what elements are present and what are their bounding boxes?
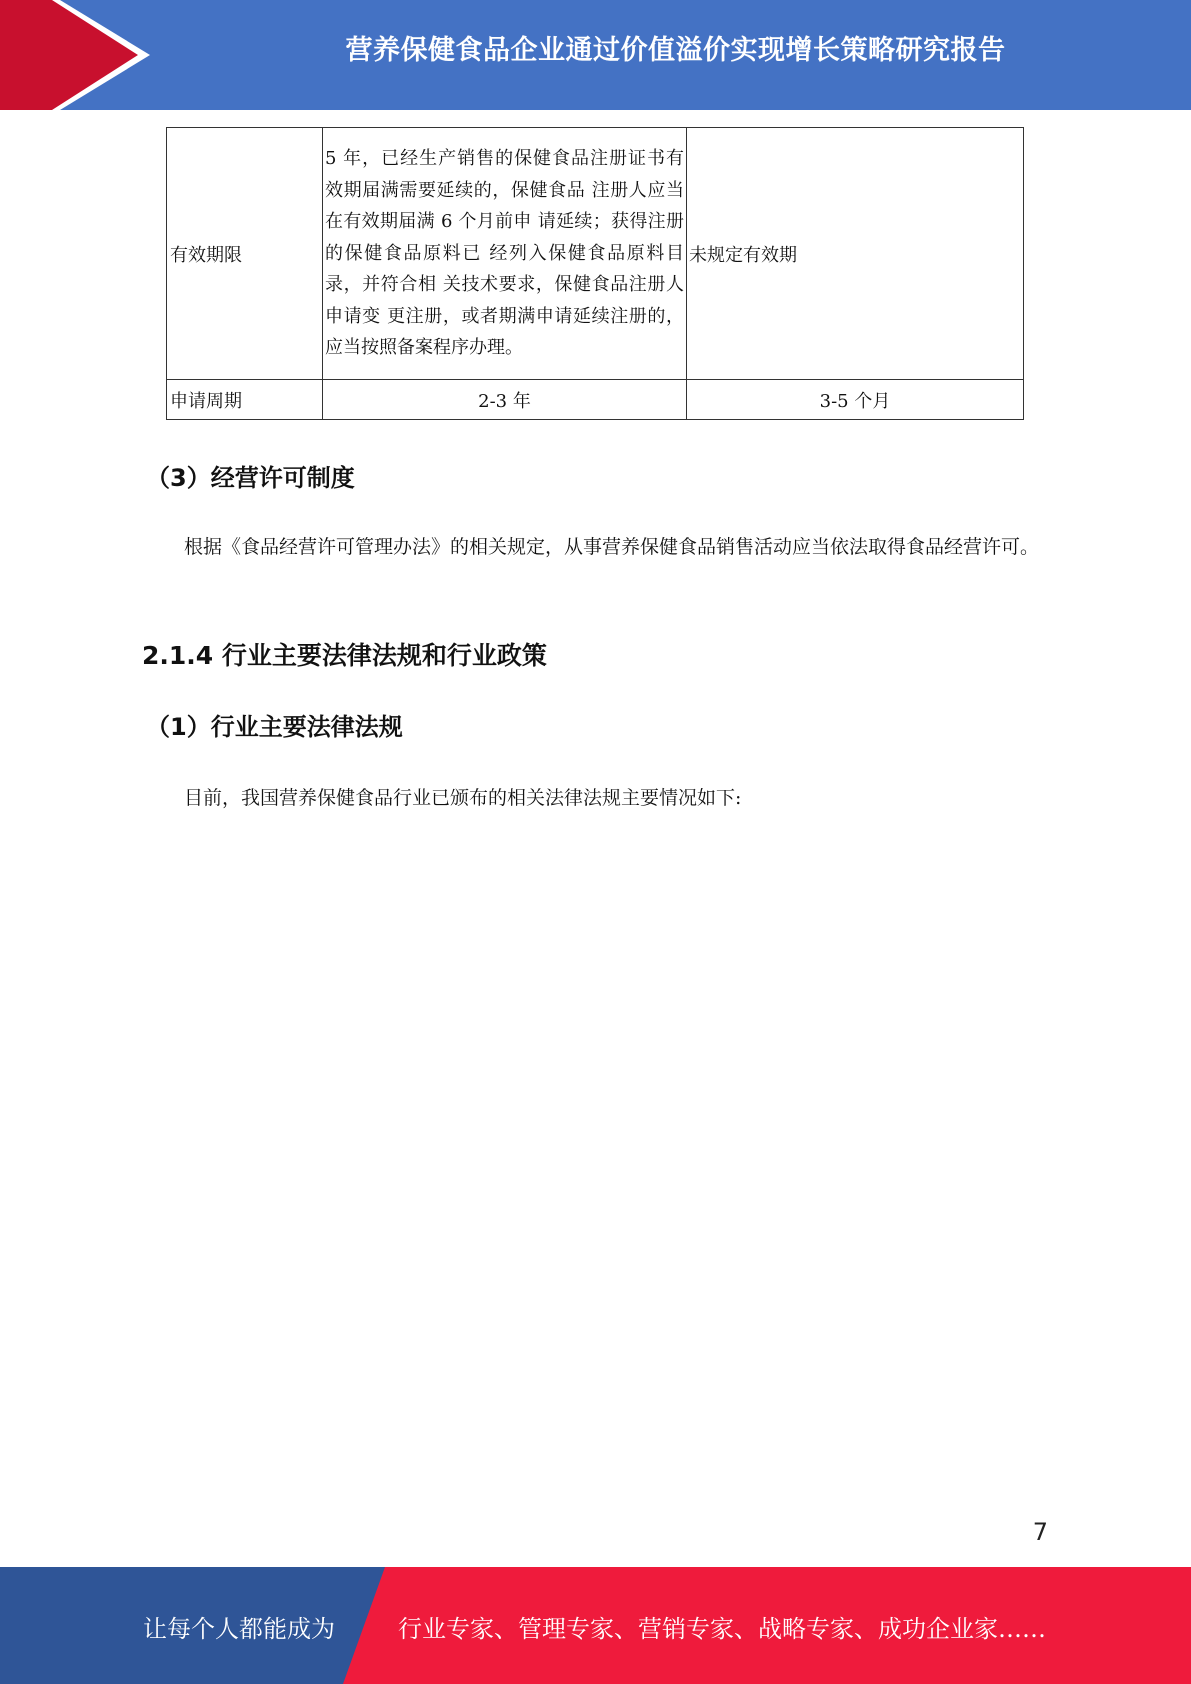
license-heading: （3）经营许可制度 — [146, 464, 355, 492]
table-row — [167, 128, 1024, 380]
page-number: 7 — [1032, 1518, 1048, 1546]
section-heading: 2.1.4 行业主要法律法规和行业政策 — [142, 641, 547, 670]
footer-slogan-right: 行业专家、管理专家、营销专家、战略专家、成功企业家…… — [398, 1615, 1046, 1643]
report-title: 营养保健食品企业通过价值溢价实现增长策略研究报告 — [345, 35, 1006, 66]
registration-comparison-table — [166, 127, 1024, 420]
chevron-arrow-icon — [0, 0, 160, 110]
table-cell — [323, 128, 687, 380]
table-cell-label: 有效期限 — [167, 128, 323, 380]
license-paragraph: 根据《食品经营许可管理办法》的相关规定，从事营养保健食品销售活动应当依法取得食品经营许可。 — [184, 536, 1040, 558]
page-header — [0, 0, 1191, 110]
footer-slogan-left: 让每个人都能成为 — [143, 1615, 335, 1643]
table-cell: 未规定有效期 — [687, 128, 1024, 380]
laws-paragraph: 目前，我国营养保健食品行业已颁布的相关法律法规主要情况如下: — [184, 787, 742, 809]
table-row — [167, 380, 1024, 420]
page-footer — [0, 1567, 1191, 1684]
cell-text: 5 年，已经生产销售的保健食品注册证书有效期届满需要延续的，保健食品 注册人应当在有效期届满 6 个月前申 请延续；获得注册的保健食品原料已 经列入保健食品原料目录，并符合相 关技术要求，保健食品注册人申请变 更注册，或者期满申请延续注册的， 应当按照备案程序办理。 — [325, 148, 684, 359]
table-cell: 3-5 个月 — [687, 380, 1024, 420]
table-cell-label: 申请周期 — [167, 380, 323, 420]
table-cell: 2-3 年 — [323, 380, 687, 420]
laws-heading: （1）行业主要法律法规 — [146, 713, 403, 741]
